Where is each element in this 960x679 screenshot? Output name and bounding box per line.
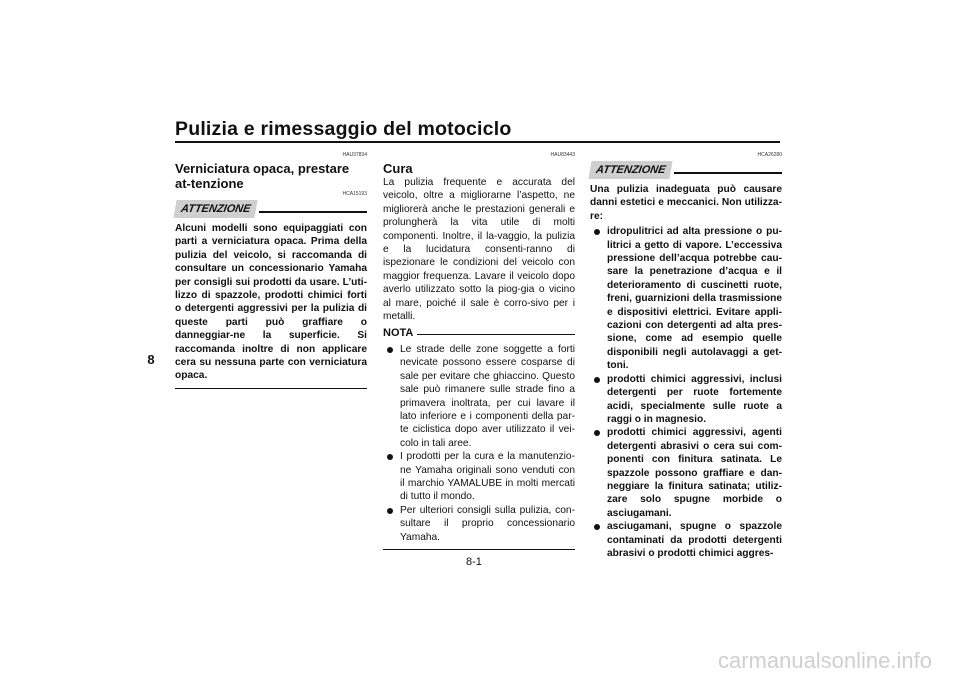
chapter-tab[interactable]: 8 bbox=[147, 352, 155, 367]
section-code: HAU37834 bbox=[342, 152, 367, 158]
list-item-text: I prodotti per la cura e la manutenzio-ne Yamaha originali sono venduti con il marchio YAMALUBE in molti mercati di tutto il mondo. bbox=[400, 451, 575, 503]
note-label: NOTA bbox=[383, 327, 414, 340]
attention-text: Alcuni modelli sono equipaggiati con parti a verniciatura opaca. Prima della pulizia del veicolo, si raccomanda di consultare un concessionario Yamaha per consigli sui prodotti da usare. L’uti-lizzo di spazzole, prodotti chimici forti o detergenti aggressivi per la pulizia di queste parti può graffiare o danneggiar-ne la superficie. Si raccomanda inoltre di non applicare cera su nessuna parte con verniciatura opaca. bbox=[175, 223, 367, 382]
title-rule bbox=[175, 141, 780, 143]
section-heading-cura: Cura bbox=[383, 161, 413, 176]
list-item-text: idropulitrici ad alta pressione o pu-litrici a getto di vapore. L’eccessiva pressione dell’acqua potrebbe cau-sare la penetrazione d’acqua e il deterioramento di cuscinetti ruote, freni, guarnizioni della trasmissione e dispositivi elettrici. Evitare appli-cazioni con detergenti ad alta pres-sione, come ad esempio quelle disponibili negli autolavaggi a get-toni. bbox=[607, 226, 782, 372]
attention-intro: Una pulizia inadeguata può causare danni estetici e meccanici. Non utilizza-re: bbox=[590, 184, 782, 222]
bullet-icon bbox=[387, 508, 393, 514]
list-item-text: asciugamani, spugne o spazzole contaminati da prodotti detergenti abrasivi o prodotti chimici aggres- bbox=[607, 521, 782, 559]
attention-end-rule bbox=[175, 388, 367, 390]
list-item-text: prodotti chimici aggressivi, agenti detergenti abrasivi o cera sui com-ponenti con finitura satinata. Le spazzole possono graffiare e dan-neggiare la finitura satinata; utiliz-zare solo spugne morbide o asciugamani. bbox=[607, 427, 782, 519]
column-left bbox=[175, 152, 367, 389]
list-item bbox=[590, 426, 782, 520]
care-paragraph: La pulizia frequente e accurata del veicolo, oltre a migliorarne l’aspetto, ne migliorerà anche le prestazioni generali e prolungherà la vita utile di molti componenti. Inoltre, il la-vaggio, la pulizia e la lucidatura consenti-ranno di ispezionare le condizioni del veicolo con maggior frequenza. Lavare il veicolo dopo averlo utilizzato sotto la piog-gia o vicino al mare, poiché il sale è corro-sivo per i metalli. bbox=[383, 177, 575, 323]
list-item bbox=[590, 225, 782, 372]
bullet-icon bbox=[594, 229, 600, 235]
list-item-text: prodotti chimici aggressivi, inclusi detergenti per ruote fortemente acidi, specialmente sulle ruote a raggi o in magnesio. bbox=[607, 373, 782, 425]
watermark: carmanualsonline.info bbox=[717, 648, 932, 673]
bullet-icon bbox=[387, 347, 393, 353]
bullet-icon bbox=[594, 430, 600, 436]
list-item bbox=[383, 504, 575, 544]
caution-code: HCA26280 bbox=[757, 152, 782, 158]
list-item-text: Le strade delle zone soggette a forti nevicate possono essere cosparse di sale per evitare che ghiaccino. Questo sale può rimanere sulle strade fino a primavera inoltrata, per cui lavare il lato inferiore e i componenti della par-te ciclistica dopo aver utilizzato il vei-colo in tali aree. bbox=[400, 343, 575, 449]
section-heading-matte-paint: Verniciatura opaca, prestare at-tenzione bbox=[175, 161, 350, 191]
list-item bbox=[590, 373, 782, 427]
note-header bbox=[383, 327, 575, 340]
note-end-rule bbox=[383, 549, 575, 551]
attention-rule bbox=[674, 172, 782, 174]
attention-rule bbox=[259, 211, 367, 213]
attention-badge: ATTENZIONE bbox=[588, 161, 673, 179]
attention-header bbox=[175, 200, 367, 222]
attention-badge: ATTENZIONE bbox=[173, 200, 258, 218]
list-item bbox=[383, 343, 575, 450]
page-number: 8-1 bbox=[466, 556, 482, 568]
bullet-icon bbox=[387, 454, 393, 460]
note-rule bbox=[417, 334, 575, 335]
attention-list bbox=[590, 225, 782, 560]
caution-code: HCA15193 bbox=[342, 191, 367, 197]
bullet-icon bbox=[594, 377, 600, 383]
column-middle bbox=[383, 152, 575, 550]
list-item bbox=[383, 450, 575, 504]
page-title: Pulizia e rimessaggio del motociclo bbox=[175, 118, 512, 140]
column-right bbox=[590, 152, 782, 560]
note-list bbox=[383, 343, 575, 544]
section-code: HAU83443 bbox=[550, 152, 575, 158]
bullet-icon bbox=[594, 524, 600, 530]
attention-header bbox=[590, 161, 782, 183]
list-item bbox=[590, 520, 782, 560]
list-item-text: Per ulteriori consigli sulla pulizia, con-sultare il proprio concessionario Yamaha. bbox=[400, 504, 575, 543]
